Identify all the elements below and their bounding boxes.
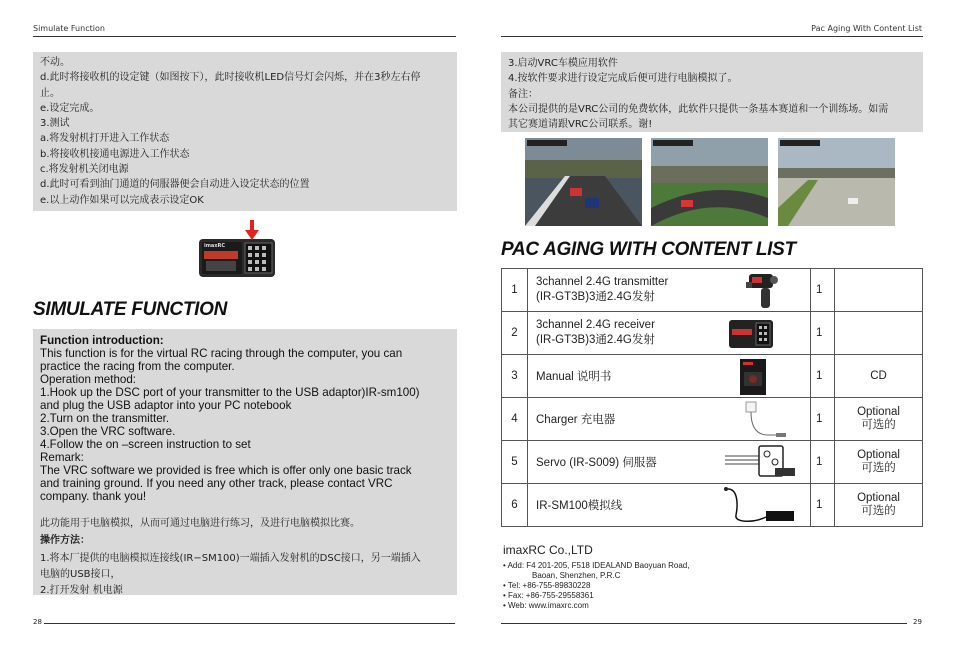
instruction-line: c.将发射机关闭电源 [40, 164, 129, 176]
item-name-cn: (IR-GT3B)3通2.4G发射 [536, 291, 655, 303]
row-number: 2 [502, 312, 528, 355]
company-web: • Web: www.imaxrc.com [503, 601, 589, 610]
usb-cable-icon [718, 485, 798, 525]
intro-line: and training ground. If you need any other track, please contact VRC [40, 477, 393, 490]
item-quantity: 1 [811, 441, 835, 484]
row-number: 3 [502, 355, 528, 398]
table-row [502, 484, 923, 527]
intro-line: 1.Hook up the DSC port of your transmitter to the USB adaptor)IR-sm100) [40, 386, 420, 399]
left-header-rule [33, 36, 456, 37]
item-note-cn: 可选的 [861, 505, 896, 517]
instruction-line: d.此时可看到油门通道的伺服器便会自动进入设定状态的位置 [40, 179, 310, 191]
simulate-section-title: SIMULATE FUNCTION [33, 299, 228, 320]
right-footer-rule [501, 623, 907, 624]
receiver-image [198, 218, 278, 280]
item-name: Charger 充电器 [536, 414, 616, 426]
item-quantity: 1 [811, 355, 835, 398]
cn-method-line: 1.将本厂提供的电脑模拟连接线(IR−SM100)一端插入发射机的DSC接口，另一端插入 [40, 552, 421, 564]
manual-icon [738, 358, 768, 396]
company-name: imaxRC Co.,LTD [503, 543, 593, 557]
simulate-function-box [33, 329, 457, 595]
item-note: CD [870, 369, 887, 382]
item-name: Servo (IR-S009) 伺服器 [536, 457, 657, 469]
right-top-instruction-box [501, 52, 923, 132]
table-row [502, 441, 923, 484]
charger-icon [738, 399, 788, 441]
table-row [502, 312, 923, 355]
cn-method-line: 2.打开发射 机电源 [40, 584, 123, 596]
vrc-screenshot-3 [778, 138, 895, 226]
instruction-line: e.以上动作如果可以完成表示设定OK [40, 194, 204, 206]
instruction-line: a.将发射机打开进入工作状态 [40, 133, 170, 145]
instruction-line: 3.测试 [40, 118, 70, 130]
left-header-title: Simulate Function [33, 24, 105, 33]
right-page-number: 29 [913, 618, 922, 626]
intro-line: 2.Turn on the transmitter. [40, 412, 170, 425]
intro-line: This function is for the virtual RC racing through the computer, you can [40, 347, 403, 360]
instruction-line: d.此时将接收机的设定键（如图按下），此时接收机LED信号灯会闪烁，并在3秒左右停 [40, 72, 421, 84]
item-name-cn: (IR-GT3B)3通2.4G发射 [536, 334, 655, 346]
servo-icon [723, 442, 799, 482]
item-note-cn: 可选的 [861, 419, 896, 431]
left-top-instruction-box [33, 52, 457, 211]
cn-method-heading: 操作方法： [40, 535, 90, 547]
item-name: 3channel 2.4G receiver [536, 319, 655, 331]
row-number: 1 [502, 269, 528, 312]
instruction-line: 备注： [508, 88, 538, 100]
instruction-line: 本公司提供的是VRC公司的免费软体，此软件只提供一条基本赛道和一个训练场。如需 [508, 103, 889, 115]
company-address-line2: Baoan, Shenzhen, P.R.C [532, 571, 621, 580]
item-name: Manual 说明书 [536, 371, 612, 383]
row-number: 4 [502, 398, 528, 441]
row-number: 6 [502, 484, 528, 527]
receiver-icon [728, 319, 774, 349]
intro-line: practice the racing from the computer. [40, 360, 235, 373]
intro-line: company. thank you! [40, 490, 147, 503]
table-row [502, 398, 923, 441]
receiver-brand: imaxRC [204, 243, 226, 249]
instruction-line: e.设定完成。 [40, 102, 100, 114]
cn-intro-line: 此功能用于电脑模拟，从而可通过电脑进行练习，及进行电脑模拟比赛。 [40, 518, 360, 529]
item-name: IR-SM100模拟线 [536, 500, 623, 512]
intro-line: 4.Follow the on –screen instruction to set [40, 438, 251, 451]
right-header-title: Pac Aging With Content List [811, 24, 922, 33]
intro-line: and plug the USB adaptor into your PC notebook [40, 399, 292, 412]
item-quantity: 1 [811, 484, 835, 527]
transmitter-icon [743, 272, 779, 310]
item-quantity: 1 [811, 312, 835, 355]
left-footer-rule [44, 623, 455, 624]
table-row [502, 269, 923, 312]
vrc-screenshot-2 [651, 138, 768, 226]
table-row [502, 355, 923, 398]
vrc-screenshot-1 [525, 138, 642, 226]
intro-line: 3.Open the VRC software. [40, 425, 176, 438]
item-note: Optional [857, 449, 900, 461]
item-quantity: 1 [811, 398, 835, 441]
company-fax: • Fax: +86-755-29558361 [503, 591, 594, 600]
instruction-line: 不动。 [40, 57, 70, 68]
company-address: • Add: F4 201-205, F518 IDEALAND Baoyuan Road, [503, 561, 690, 570]
instruction-line: 止。 [40, 87, 60, 99]
item-name: 3channel 2.4G transmitter [536, 276, 669, 288]
intro-line: The VRC software we provided is free which is offer only one basic track [40, 464, 412, 477]
function-intro-heading: Function introduction: [40, 334, 164, 347]
instruction-line: 3.启动VRC车模应用软件 [508, 58, 618, 69]
left-page-number: 28 [33, 618, 42, 626]
intro-line: Remark: [40, 451, 84, 464]
receiver-illustration [198, 218, 278, 280]
right-header-rule [501, 36, 923, 37]
cn-method-line: 电脑的USB接口， [40, 568, 121, 580]
item-note: Optional [857, 406, 900, 418]
item-note-cn: 可选的 [861, 462, 896, 474]
company-tel: • Tel: +86-755-89830228 [503, 581, 591, 590]
instruction-line: 其它赛道请跟VRC公司联系。谢! [508, 119, 653, 131]
item-note: Optional [857, 492, 900, 504]
company-address-block [503, 561, 689, 611]
row-number: 5 [502, 441, 528, 484]
pac-section-title: PAC AGING WITH CONTENT LIST [501, 239, 796, 260]
intro-line: Operation method: [40, 373, 137, 386]
instruction-line: b.将接收机接通电源进入工作状态 [40, 148, 190, 160]
item-quantity: 1 [811, 269, 835, 312]
content-list-table [501, 268, 923, 527]
instruction-line: 4.按软件要求进行设定完成后便可进行电脑模拟了。 [508, 73, 738, 85]
